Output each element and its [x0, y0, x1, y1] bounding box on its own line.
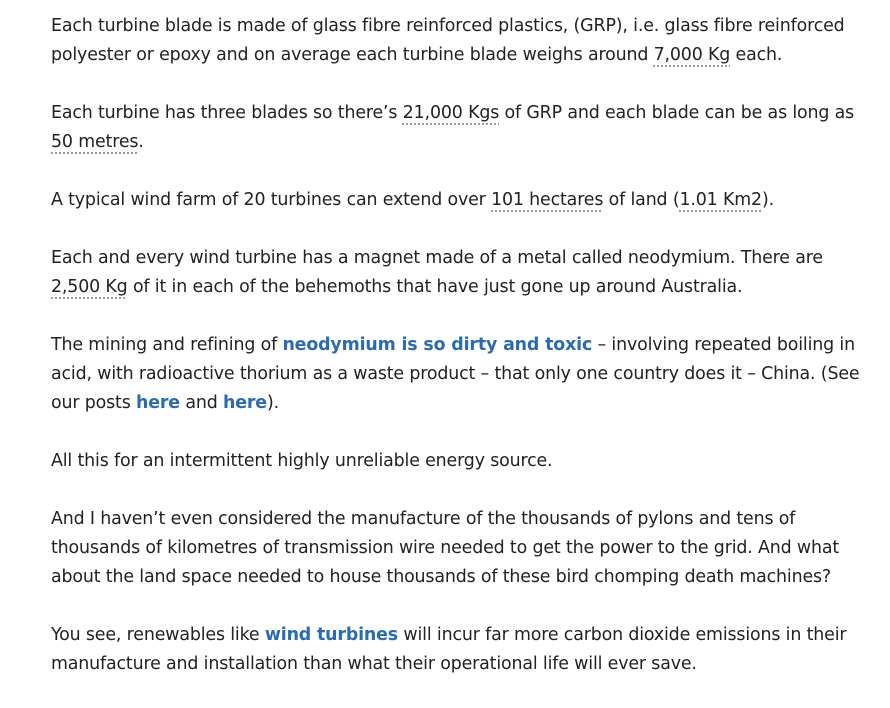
text-segment: A typical wind farm of 20 turbines can extend over: [51, 190, 492, 210]
unit-abbreviation: 7,000 Kg: [653, 45, 731, 65]
article-body: [51, 12, 871, 708]
text-segment: ).: [266, 393, 279, 413]
text-segment: All this for an intermittent highly unreliable energy source.: [51, 451, 553, 471]
text-segment: of it in each of the behemoths that have just gone up around Australia.: [127, 277, 743, 297]
wind-turbines-link[interactable]: wind turbines: [264, 625, 399, 645]
text-segment: Each and every wind turbine has a magnet made of a metal called neodymium. There are: [51, 248, 823, 268]
here-link-2[interactable]: here: [222, 393, 267, 413]
text-segment: .: [138, 132, 144, 152]
text-segment: of land (: [603, 190, 680, 210]
neodymium-toxic-link[interactable]: neodymium is so dirty and toxic: [282, 335, 593, 355]
unit-abbreviation: 21,000 Kgs: [402, 103, 500, 123]
text-segment: will incur far more carbon dioxide emissions in their manufacture and installation than what their operational life will ever save.: [51, 625, 847, 674]
text-segment: Each turbine has three blades so there’s: [51, 103, 403, 123]
unit-abbreviation: 101 hectares: [491, 190, 604, 210]
text-segment: ).: [761, 190, 774, 210]
here-link-1[interactable]: here: [136, 393, 180, 413]
paragraph-neodymium-magnet: [51, 244, 871, 302]
text-segment: of GRP and each blade can be as long as: [499, 103, 855, 123]
text-segment: The mining and refining of: [51, 335, 283, 355]
unit-abbreviation: 2,500 Kg: [51, 277, 128, 297]
paragraph-pylons-transmission: [51, 505, 871, 592]
text-segment: and: [179, 393, 223, 413]
unit-abbreviation: 1.01 Km2: [679, 190, 762, 210]
text-segment: each.: [730, 45, 783, 65]
paragraph-blade-count: [51, 99, 871, 157]
text-segment: Each turbine blade is made of glass fibre reinforced plastics, (GRP), i.e. glass fibre reinforced polyester or epoxy and on average each turbine blade weighs around: [51, 16, 845, 65]
unit-abbreviation: 50 metres: [51, 132, 139, 152]
paragraph-neodymium-mining: [51, 331, 871, 418]
text-segment: – involving repeated boiling in acid, with radioactive thorium as a waste product – that only one country does it – China. (See our posts: [51, 335, 860, 413]
text-segment: And I haven’t even considered the manufacture of the thousands of pylons and tens of thousands of kilometres of transmission wire needed to get the power to the grid. And what about the land space needed to house thousands of these bird chomping death machines?: [51, 509, 840, 587]
paragraph-wind-farm-area: [51, 186, 871, 215]
paragraph-renewables-emissions: [51, 621, 871, 679]
paragraph-blade-material: [51, 12, 871, 70]
paragraph-intermittent-source: [51, 447, 871, 476]
text-segment: You see, renewables like: [51, 625, 265, 645]
